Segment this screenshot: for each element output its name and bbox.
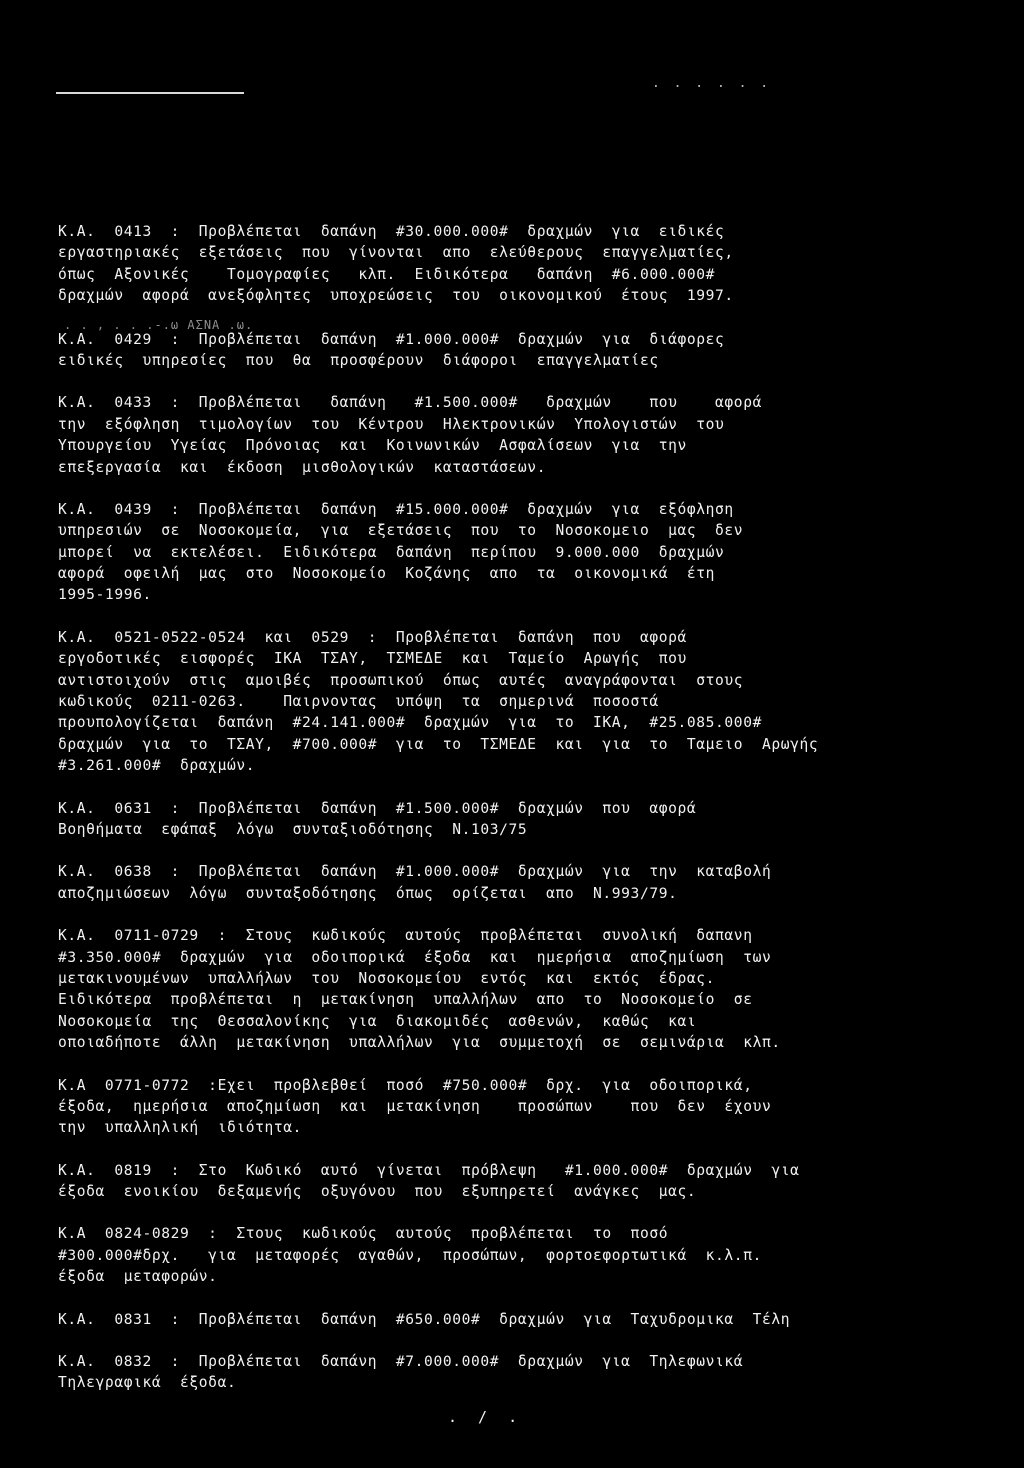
- text-line: μετακινουμένων υπαλλήλων του Νοσοκομείου εντός και εκτός έδρας.: [58, 969, 716, 987]
- text-line: #3.350.000# δραχμών για οδοιπορικά έξοδα και ημερήσια αποζημίωση των: [58, 948, 772, 966]
- paragraph-gap: [58, 1054, 1008, 1075]
- text-line: την εξόφληση τιμολογίων του Κέντρου Ηλεκτρονικών Υπολογιστών του: [58, 415, 725, 433]
- budget-paragraph: [58, 1075, 1008, 1139]
- text-line: Τηλεγραφικά έξοδα.: [58, 1374, 237, 1392]
- text-line: έξοδα, ημερήσια αποζημίωση και μετακίνηση προσώπων που δεν έχουν: [58, 1097, 772, 1115]
- text-line: δραχμών αφορά ανεξόφλητες υποχρεώσεις του οικονομικού έτους 1997.: [58, 287, 734, 305]
- text-line: έξοδα ενοικίου δεξαμενής οξυγόνου που εξυπηρετεί ανάγκες μας.: [58, 1183, 697, 1201]
- text-line: αποζημιώσεων λόγω συνταξοδότησης όπως ορίζεται απο Ν.993/79.: [58, 884, 678, 902]
- text-line: Κ.Α. 0711-0729 : Στους κωδικούς αυτούς προβλέπεται συνολική δαπανη: [58, 927, 753, 945]
- paragraph-gap: [58, 1139, 1008, 1160]
- budget-paragraph: [58, 329, 1008, 372]
- budget-paragraph: [58, 499, 1008, 606]
- text-line: την υπαλληλική ιδιότητα.: [58, 1119, 303, 1137]
- paragraph-gap: [58, 606, 1008, 627]
- continuation-mark: . / .: [448, 1408, 524, 1426]
- text-line: Κ.Α. 0413 : Προβλέπεται δαπάνη #30.000.000# δραχμών για ειδικές: [58, 223, 725, 240]
- text-line: Κ.Α. 0521-0522-0524 και 0529 : Προβλέπεται δαπάνη που αφορά: [58, 628, 687, 646]
- text-line: προυπολογίζεται δαπάνη #24.141.000# δραχμών για το ΙΚΑ, #25.085.000#: [58, 714, 762, 732]
- paragraph-gap: [58, 371, 1008, 392]
- budget-paragraph: [58, 1160, 1008, 1203]
- document-body: [58, 221, 1008, 1394]
- text-line: Κ.Α. 0638 : Προβλέπεται δαπάνη #1.000.000# δραχμών για την καταβολή: [58, 863, 772, 881]
- text-line: Κ.Α 0771-0772 :Εχει προβλεβθεί ποσό #750.000# δρχ. για οδοιπορικά,: [58, 1076, 753, 1094]
- budget-paragraph: [58, 798, 1008, 841]
- text-line: εργαστηριακές εξετάσεις που γίνονται απο ελεύθερους επαγγελματίες,: [58, 244, 734, 262]
- text-line: εργοδοτικές εισφορές ΙΚΑ ΤΣΑΥ, ΤΣΜΕΔΕ και Ταμείο Αρωγής που: [58, 650, 687, 668]
- paragraph-gap: [58, 777, 1008, 798]
- text-line: #300.000#δρχ. για μεταφορές αγαθών, προσώπων, φορτοεφορτωτικά κ.λ.π.: [58, 1246, 762, 1264]
- budget-paragraph: [58, 861, 1008, 904]
- paragraph-gap: [58, 1202, 1008, 1223]
- paragraph-gap: [58, 478, 1008, 499]
- text-line: κωδικούς 0211-0263. Παιρνοντας υπόψη τα σημερινά ποσοστά: [58, 693, 659, 711]
- text-line: μπορεί να εκτελέσει. Ειδικότερα δαπάνη περίπου 9.000.000 δραχμών: [58, 543, 725, 561]
- budget-paragraph: [58, 627, 1008, 777]
- budget-paragraph: [58, 392, 1008, 478]
- paragraph-gap: [58, 1288, 1008, 1309]
- budget-paragraph: [58, 1309, 1008, 1330]
- budget-paragraph: [58, 925, 1008, 1053]
- text-line: αφορά οφειλή μας στο Νοσοκομείο Κοζάνης απο τα οικονομικά έτη: [58, 565, 716, 583]
- budget-paragraph: [58, 1223, 1008, 1287]
- paragraph-gap: [58, 1330, 1008, 1351]
- text-line: Κ.Α. 0819 : Στο Κωδικό αυτό γίνεται πρόβλεψη #1.000.000# δραχμών για: [58, 1161, 800, 1179]
- text-line: οποιαδήποτε άλλη μετακίνηση υπαλλήλων για συμμετοχή σε σεμινάρια κλπ.: [58, 1034, 781, 1052]
- text-line: Νοσοκομεία της Θεσσαλονίκης για διακομιδές ασθενών, καθώς και: [58, 1012, 697, 1030]
- paragraph-gap: [58, 904, 1008, 925]
- text-line: Κ.Α 0824-0829 : Στους κωδικούς αυτούς προβλέπεται το ποσό: [58, 1225, 669, 1243]
- text-line: Ειδικότερα προβλέπεται η μετακίνηση υπαλλήλων απο το Νοσοκομείο σε: [58, 991, 753, 1009]
- header-dots: . . . . . .: [652, 76, 772, 91]
- text-line: Κ.Α. 0429 : Προβλέπεται δαπάνη #1.000.000# δραχμών για διάφορες: [58, 330, 725, 348]
- text-line: επεξεργασία και έκδοση μισθολογικών καταστάσεων.: [58, 458, 547, 476]
- text-line: ειδικές υπηρεσίες που θα προσφέρουν διάφοροι επαγγελματίες: [58, 351, 659, 369]
- budget-paragraph: [58, 221, 1008, 307]
- text-line: Υπουργείου Υγείας Πρόνοιας και Κοινωνικών Ασφαλίσεων για την: [58, 437, 687, 455]
- text-line: Κ.Α. 0433 : Προβλέπεται δαπάνη #1.500.000# δραχμών που αφορά: [58, 394, 762, 412]
- text-line: #3.261.000# δραχμών.: [58, 757, 256, 775]
- text-line: αντιστοιχούν στις αμοιβές προσωπικού όπως αυτές αναγράφονται στους: [58, 671, 744, 689]
- text-line: 1995-1996.: [58, 586, 152, 604]
- text-line: Βοηθήματα εφάπαξ λόγω συνταξιοδότησης Ν.103/75: [58, 820, 528, 838]
- text-line: έξοδα μεταφορών.: [58, 1268, 218, 1286]
- text-line: δραχμών για το ΤΣΑΥ, #700.000# για το ΤΣΜΕΔΕ και για το Ταμειο Αρωγής: [58, 735, 819, 753]
- header-rule: [56, 92, 244, 94]
- budget-paragraph: [58, 1351, 1008, 1394]
- text-line: Κ.Α. 0631 : Προβλέπεται δαπάνη #1.500.000# δραχμών που αφορά: [58, 799, 697, 817]
- paragraph-gap: [58, 307, 1008, 329]
- text-line: Κ.Α. 0832 : Προβλέπεται δαπάνη #7.000.000# δραχμών για Τηλεφωνικά: [58, 1353, 744, 1371]
- smudge-text: . . , . . .-.ω ΑΣΝΑ .ω.: [64, 318, 254, 332]
- text-line: Κ.Α. 0831 : Προβλέπεται δαπάνη #650.000# δραχμών για Ταχυδρομικα Τέλη: [58, 1310, 791, 1328]
- text-line: Κ.Α. 0439 : Προβλέπεται δαπάνη #15.000.000# δραχμών για εξόφληση: [58, 500, 734, 518]
- paragraph-gap: [58, 840, 1008, 861]
- text-line: όπως Αξονικές Τομογραφίες κλπ. Ειδικότερα δαπάνη #6.000.000#: [58, 265, 716, 283]
- text-line: υπηρεσιών σε Νοσοκομεία, για εξετάσεις που το Νοσοκομειο μας δεν: [58, 522, 744, 540]
